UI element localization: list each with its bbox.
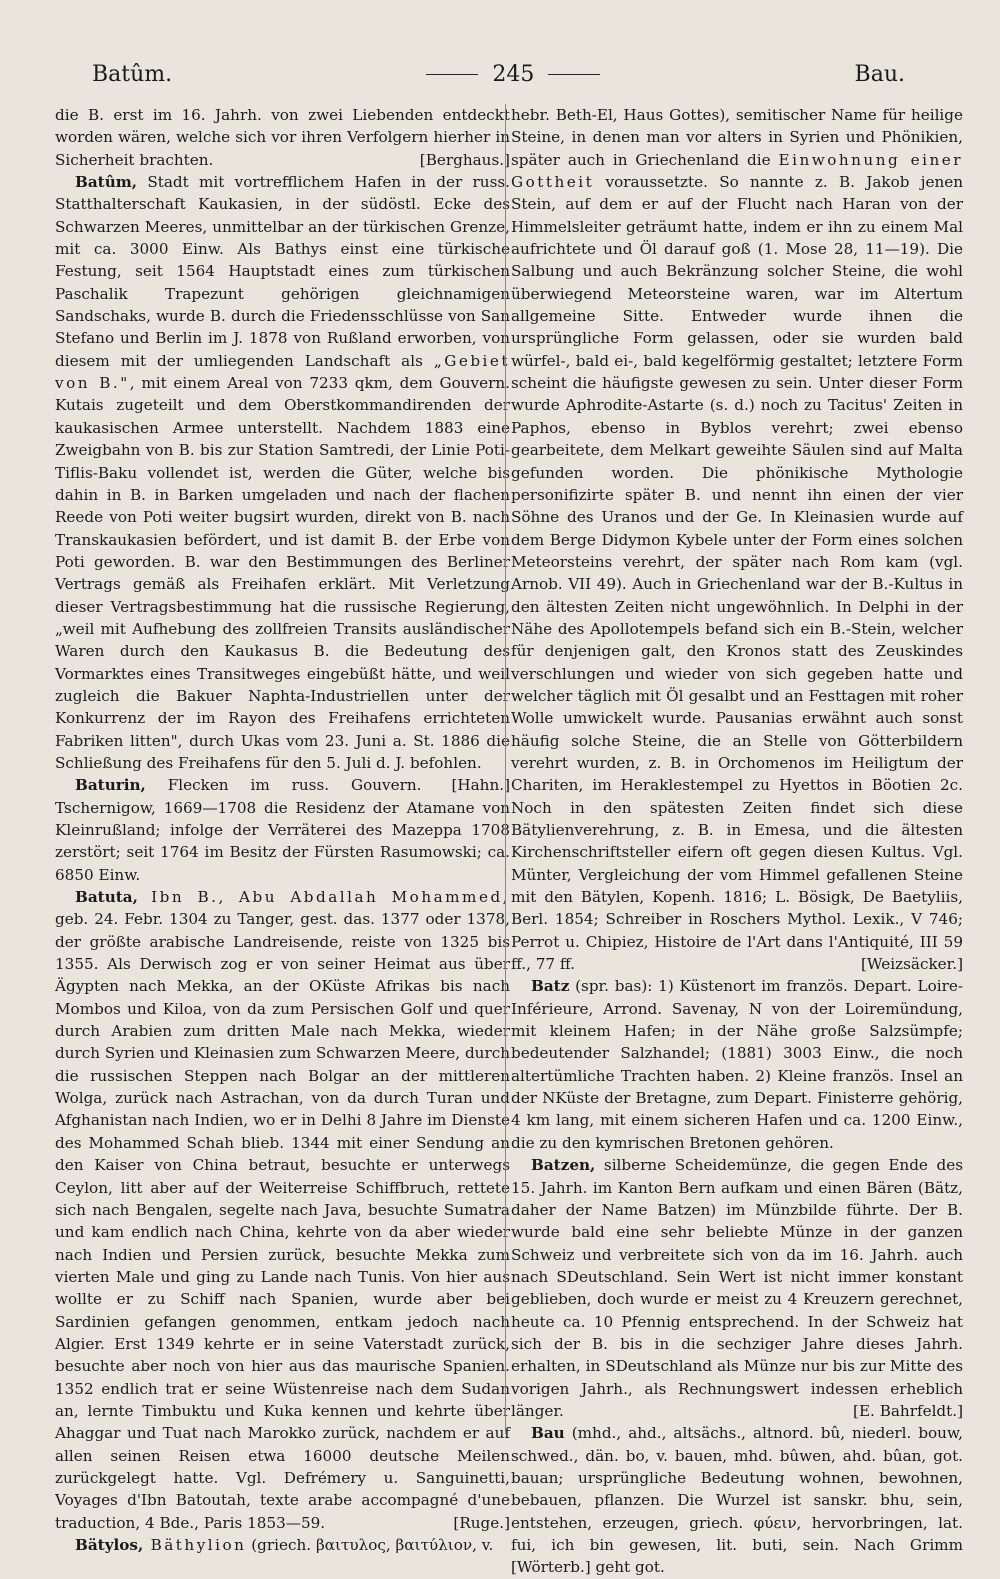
page-header <box>92 56 905 92</box>
author-signature: [Weizsäcker.] <box>860 955 963 974</box>
entry-batuta <box>55 886 510 1534</box>
page-number: 245 <box>492 61 535 87</box>
headword-batzen: Batzen, <box>531 1156 596 1175</box>
entry-text: Stadt mit vortrefflichem Hafen in der russ. Statthalterschaft Kaukasien, in der südöstl. Ecke des Schwarzen Meeres, unmittelbar an der türkischen Grenze, mit ca. 3000 Einw. Als Bathys einst eine türkische Festung, seit 1564 Hauptstadt eines zum türkischen Paschalik Trapezunt gehörigen gleichnamigen Sandschaks, wurde B. durch die Friedensschlüsse von San Stefano und Berlin im J. 1878 von Rußland erworben, von diesem mit der umliegenden Landschaft als <box>55 173 510 370</box>
spaced-term: „Gebiet von B." <box>55 351 510 393</box>
entry-text: Flecken im russ. Gouvern. Tschernigow, 1669—1708 die Residenz der Atamane von Kleinrußland; infolge der Verräterei des Mazeppa 1708 zerstört; seit 1764 im Besitz der Fürsten Rasumowski; ca. 6850 Einw. <box>55 776 510 884</box>
entry-bau <box>511 1422 963 1578</box>
header-left-catchword: Batûm. <box>92 61 173 87</box>
headword-batum: Batûm, <box>75 173 138 192</box>
author-signature: [E. Bahrfeldt.] <box>853 1401 963 1420</box>
entry-continuation <box>55 104 510 171</box>
entry-text: (griech. βαιτυλος, βαιτύλιον, v. <box>246 1536 494 1554</box>
author-signature: [Hahn.] <box>451 776 510 795</box>
page-number-group <box>426 62 600 87</box>
headword-baturin: Baturin, <box>75 776 146 795</box>
spaced-term: Einwohnung einer Gottheit <box>511 150 963 192</box>
entry-text: hebr. Beth-El, Haus Gottes), semitischer Name für heilige Steine, in denen man vor alters in Syrien und Phönikien, später auch in Griechenland die <box>511 106 963 169</box>
header-rule-right <box>548 74 600 75</box>
spaced-term: Ibn B., Abu Abdallah Mohammed, <box>137 888 510 907</box>
column-divider <box>505 104 506 1434</box>
headword-baetylos: Bätylos, <box>75 1536 144 1554</box>
entry-text: silberne Scheidemünze, die gegen Ende des 15. Jahrh. im Kanton Bern aufkam und einen Bären (Bätz, daher der Name Batzen) im Münzbilde führte. Der B. wurde bald eine sehr beliebte Münze in der ganzen Schweiz und verbreitete sich von da im 16. Jahrh. auch nach SDeutschland. Sein Wert ist nicht immer konstant geblieben, doch wurde er meist zu 4 Kreuzern gerechnet, heute ca. 10 Pfennig entsprechend. In der Schweiz hat sich der B. bis in die sechziger Jahre dieses Jahrh. erhalten, in SDeutschland als Münze nur bis zur Mitte des vorigen Jahrh., als Rechnungswert indessen erheblich länger. <box>511 1156 963 1420</box>
headword-batuta: Batuta, <box>75 888 138 907</box>
entry-text: (spr. bas): 1) Küstenort im französ. Depart. Loire-Inférieure, Arrond. Savenay, N von der Loiremündung, mit kleinem Hafen; in der Nähe große Salzsümpfe; bedeutender Salzhandel; (1881) 3003 Einw., die noch altertümliche Trachten haben. 2) Kleine französ. Insel an der NKüste der Bretagne, zum Depart. Finisterre gehörig, 4 km lang, mit einem sicheren Hafen und ca. 1200 Einw., die zu den kymrischen Bretonen gehören. <box>511 977 963 1152</box>
entry-text: , mit einem Areal von 7233 qkm, dem Gouvern. Kutais zugeteilt und dem Oberstkommandirenden der kaukasischen Armee unterstellt. Nachdem 1883 eine Zweigbahn von B. bis zur Station Samtredi, der Linie Poti-Tiflis-Baku vollendet ist, werden die Güter, welche bis dahin in B. in Barken umgeladen und nach der flachen Reede von Poti weiter bugsirt wurden, direkt von B. nach Transkaukasien befördert, und ist damit B. der Erbe von Poti geworden. B. war den Bestimmungen des Berliner Vertrags gemäß als Freihafen erklärt. Mit Verletzung dieser Vertragsbestimmung hat die russische Regierung, „weil mit Aufhebung des zollfreien Transits ausländischer Waren durch den Kaukasus B. die Bedeutung des Vormarktes eines Transitweges eingebüßt hätte, und weil zugleich die Bakuer Naphta-Industriellen unter der Konkurrenz der im Rayon des Freihafens errichteten Fabriken litten", durch Ukas vom 23. Juni a. St. 1886 die Schließung des Freihafens für den 5. Juli d. J. befohlen. <box>55 374 510 772</box>
header-right-catchword: Bau. <box>854 61 905 87</box>
author-signature: [Ruge.] <box>453 1513 510 1532</box>
header-rule-left <box>426 74 478 75</box>
right-column <box>511 104 963 1579</box>
spaced-term: Bäthylion <box>143 1536 247 1554</box>
headword-bau: Bau <box>531 1424 565 1443</box>
entry-text: (mhd., ahd., altsächs., altnord. bû, niederl. bouw, schwed., dän. bo, v. bauen, mhd. bûwen, ahd. bûan, got. bauan; ursprüngliche Bedeutung wohnen, bewohnen, bebauen, pflanzen. Die Wurzel ist sanskr. bhu, sein, entstehen, erzeugen, griech. φύειν, hervorbringen, lat. fui, ich bin gewesen, lit. buti, sein. Nach Grimm [Wörterb.] geht got. <box>511 1424 963 1577</box>
entry-text: geb. 24. Febr. 1304 zu Tanger, gest. das. 1377 oder 1378, der größte arabische Landreisende, reiste von 1325 bis 1355. Als Derwisch zog er von seiner Heimat aus über Ägypten nach Mekka, an der OKüste Afrikas bis nach Mombos und Kiloa, von da zum Persischen Golf und quer durch Arabien zum dritten Male nach Mekka, wieder durch Syrien und Kleinasien zum Schwarzen Meere, durch die russischen Steppen nach Bolgar an der mittleren Wolga, zurück nach Astrachan, von da durch Turan und Afghanistan nach Indien, wo er in Delhi 8 Jahre im Dienste des Mohammed Schah blieb. 1344 mit einer Sendung an den Kaiser von China betraut, besuchte er unterwegs Ceylon, litt aber auf der Weiterreise Schiffbruch, rettete sich nach Bengalen, segelte nach Java, besuchte Sumatra und kam endlich nach China, kehrte von da aber wieder nach Indien und Persien zurück, besuchte Mekka zum vierten Male und ging zu Lande nach Tunis. Von hier aus wollte er zu Schiff nach Spanien, wurde aber bei Sardinien gefangen genommen, entkam jedoch nach Algier. Erst 1349 kehrte er in seine Vaterstadt zurück, besuchte aber noch von hier aus das maurische Spanien. 1352 endlich trat er seine Wüstenreise nach dem Sudan an, lernte Timbuktu und Kuka kennen und kehrte über Ahaggar und Tuat nach Marokko zurück, nachdem er auf allen seinen Reisen etwa 16000 deutsche Meilen zurückgelegt hatte. Vgl. Defrémery u. Sanguinetti, Voyages d'Ibn Batoutah, texte arabe accompagné d'une traduction, 4 Bde., Paris 1853—59. <box>55 910 510 1532</box>
entry-baetylos <box>55 1534 510 1556</box>
left-column <box>55 104 510 1556</box>
intro-text: die B. erst im 16. Jahrh. von zwei Liebenden entdeckt worden wären, welche sich vor ihren Verfolgern hierher in Sicherheit brachten. <box>55 106 510 169</box>
headword-batz: Batz <box>531 977 570 996</box>
entry-batzen <box>511 1154 963 1422</box>
author-signature: [Berghaus.] <box>419 150 510 169</box>
entry-text: voraussetzte. So nannte z. B. Jakob jenen Stein, auf dem er auf der Flucht nach Haran von der Himmelsleiter geträumt hatte, indem er ihn zu einem Mal aufrichtete und Öl darauf goß (1. Mose 28, 11—19). Die Salbung und auch Bekränzung solcher Steine, die wohl überwiegend Meteorsteine waren, war im Altertum allgemeine Sitte. Entweder wurde ihnen die ursprüngliche Form gelassen, oder sie wurden bald würfel-, bald ei-, bald kegelförmig gestaltet; letztere Form scheint die häufigste gewesen zu sein. Unter dieser Form wurde Aphrodite-Astarte (s. d.) noch zu Tacitus' Zeiten in Paphos, ebenso in Byblos verehrt; zwei ebenso gearbeitete, dem Melkart geweihte Säulen sind auf Malta gefunden worden. Die phönikische Mythologie personifizirte später B. und nennt ihn einen der vier Söhne des Uranos und der Ge. In Kleinasien wurde auf dem Berge Didymon Kybele unter der Form eines solchen Meteorsteins verehrt, der später nach Rom kam (vgl. Arnob. VII 49). Auch in Griechenland war der B.-Kultus in den ältesten Zeiten nicht ungewöhnlich. In Delphi in der Nähe des Apollotempels befand sich ein B.-Stein, welcher für denjenigen galt, den Kronos statt des Zeuskindes verschlungen und wieder von sich gegeben hatte und welcher täglich mit Öl gesalbt und an Festtagen mit roher Wolle umwickelt wurde. Pausanias erwähnt auch sonst häufig solche Steine, die an Stelle von Götterbildern verehrt wurden, z. B. in Orchomenos im Heiligtum der Chariten, im Heraklestempel zu Hyettos in Böotien 2c. Noch in den spätesten Zeiten findet sich diese Bätylienverehrung, z. B. in Emesa, und die ältesten Kirchenschriftsteller eifern oft gegen diesen Kultus. Vgl. Münter, Vergleichung der vom Himmel gefallenen Steine mit den Bätylen, Kopenh. 1816; L. Bösigk, De Baetyliis, Berl. 1854; Schreiber in Roschers Mythol. Lexik., V 746; Perrot u. Chipiez, Histoire de l'Art dans l'Antiquité, III 59 ff., 77 ff. <box>511 173 963 974</box>
entry-batz <box>511 975 963 1154</box>
entry-baetylos-continued <box>511 104 963 975</box>
